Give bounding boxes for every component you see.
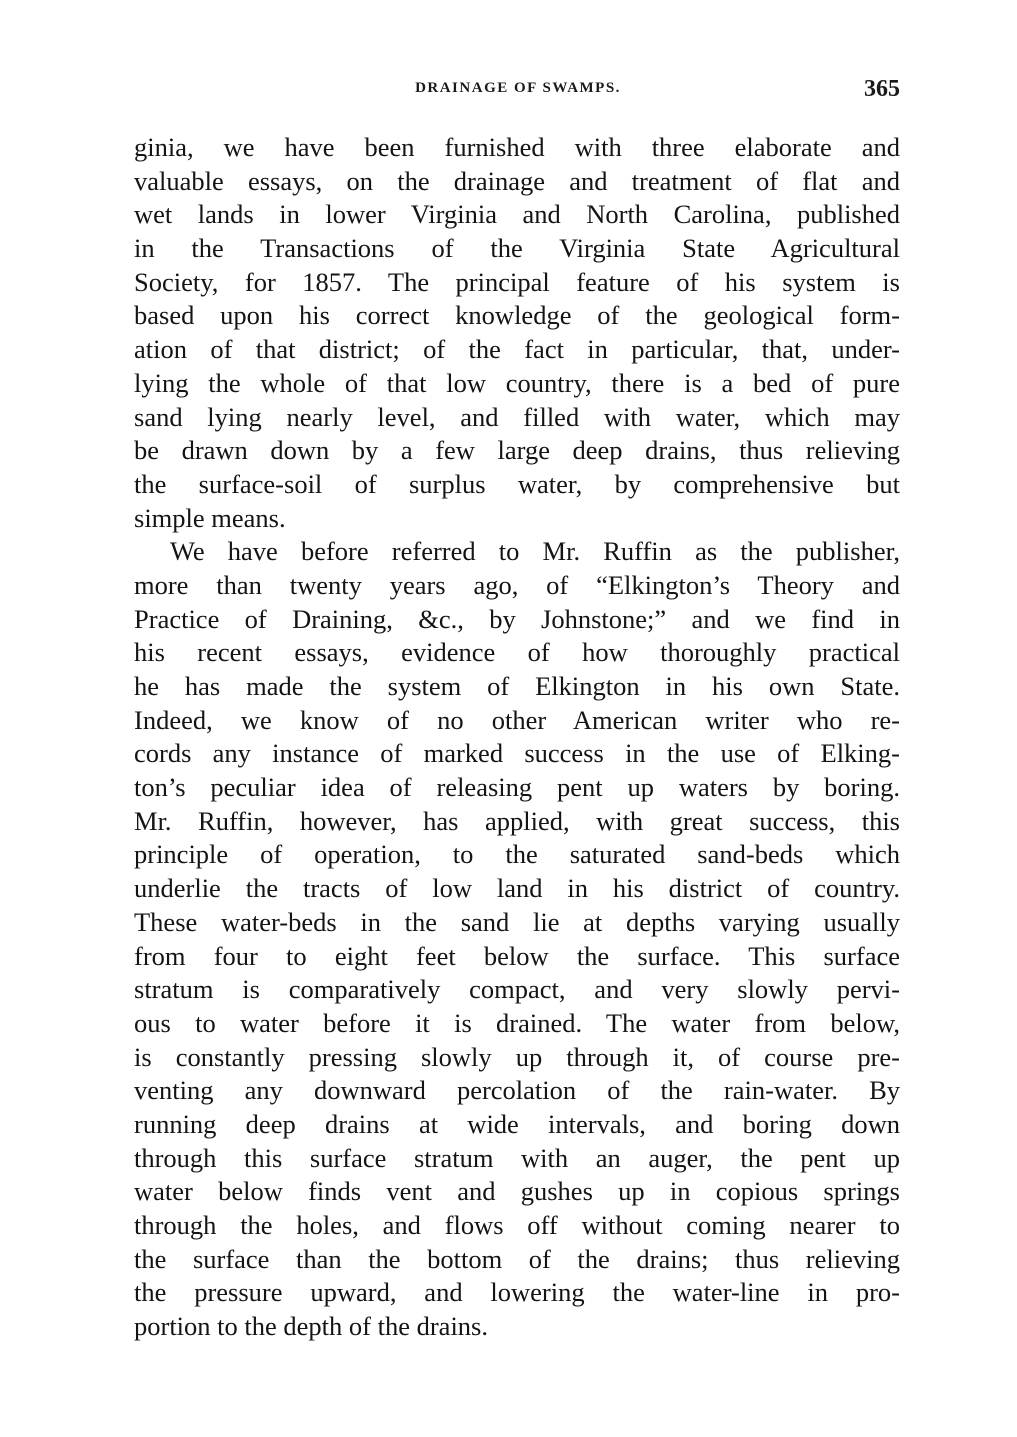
text-line: through the holes, and flows off without coming nearer to — [134, 1210, 900, 1240]
text-line: venting any downward percolation of the rain-water. By — [134, 1075, 900, 1106]
text-line: cords any instance of marked success in the use of Elking- — [134, 738, 900, 769]
text-line: the surface-soil of surplus water, by comprehensive but — [134, 468, 900, 499]
text-line: ton’s peculiar idea of releasing pent up waters by boring. — [134, 772, 900, 803]
text-line: be drawn down by a few large deep drains, thus relieving — [134, 435, 900, 466]
text-line: stratum is comparatively compact, and very slowly pervi- — [134, 974, 900, 1005]
text-line: the surface than the bottom of the drains; thus relieving — [134, 1243, 900, 1274]
text-line: his recent essays, evidence of how thoroughly practical — [134, 637, 900, 668]
text-line: portion to the depth of the drains. — [134, 1311, 488, 1342]
text-line: Mr. Ruffin, however, has applied, with great success, this — [134, 805, 900, 836]
text-line: principle of operation, to the saturated sand-beds which — [134, 839, 900, 870]
text-line: ation of that district; of the fact in particular, that, under- — [134, 334, 900, 365]
running-head — [134, 76, 902, 106]
text-line: simple means. — [134, 502, 286, 533]
body-text — [134, 131, 900, 1344]
text-line: Indeed, we know of no other American writer who re- — [134, 704, 900, 735]
text-line: he has made the system of Elkington in his own State. — [134, 671, 900, 701]
text-line: running deep drains at wide intervals, and boring down — [134, 1108, 900, 1139]
paragraph-2 — [134, 535, 900, 1344]
text-line: sand lying nearly level, and filled with water, which may — [134, 401, 900, 432]
page-number: 365 — [864, 76, 900, 102]
text-line: wet lands in lower Virginia and North Carolina, published — [134, 199, 900, 230]
text-line: through this surface stratum with an auger, the pent up — [134, 1142, 900, 1173]
text-line: the pressure upward, and lowering the water-line in pro- — [134, 1277, 900, 1308]
text-line: from four to eight feet below the surface. This surface — [134, 940, 900, 971]
text-line: ginia, we have been furnished with three elaborate and — [134, 132, 900, 162]
paragraph-1 — [134, 131, 900, 535]
text-line: in the Transactions of the Virginia State Agricultural — [134, 233, 900, 264]
text-line: underlie the tracts of low land in his district of country. — [134, 873, 900, 904]
text-line: Practice of Draining, &c., by Johnstone;” and we find in — [134, 603, 900, 634]
text-line: valuable essays, on the drainage and treatment of flat and — [134, 165, 900, 196]
text-line: water below finds vent and gushes up in copious springs — [134, 1176, 900, 1207]
text-line: Society, for 1857. The principal feature of his system is — [134, 266, 900, 297]
text-line: These water-beds in the sand lie at depths varying usually — [134, 906, 900, 937]
text-line: lying the whole of that low country, there is a bed of pure — [134, 367, 900, 398]
text-line: more than twenty years ago, of “Elkington’s Theory and — [134, 569, 900, 600]
running-title: DRAINAGE OF SWAMPS. — [415, 80, 621, 96]
text-line: based upon his correct knowledge of the geological form- — [134, 300, 900, 331]
text-line: We have before referred to Mr. Ruffin as the publisher, — [170, 536, 900, 567]
text-line: is constantly pressing slowly up through it, of course pre- — [134, 1041, 900, 1072]
text-line: ous to water before it is drained. The water from below, — [134, 1007, 900, 1038]
